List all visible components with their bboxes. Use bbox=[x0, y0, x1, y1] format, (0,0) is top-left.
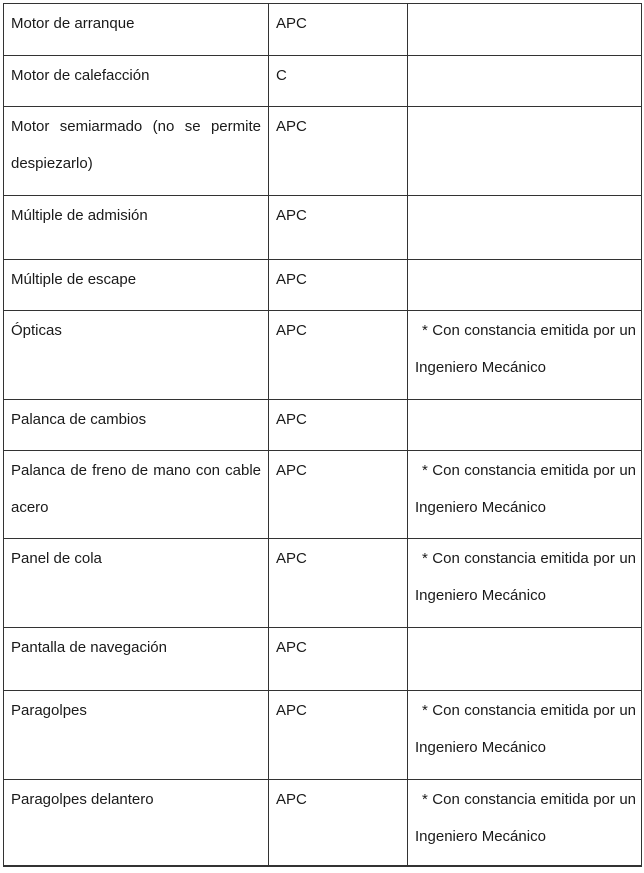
table-row bbox=[4, 539, 642, 628]
code-cell: APC bbox=[269, 260, 408, 311]
code-cell: APC bbox=[269, 691, 408, 780]
code-cell: APC bbox=[269, 400, 408, 451]
table-row bbox=[4, 311, 642, 400]
note-cell bbox=[408, 196, 642, 260]
table-row bbox=[4, 400, 642, 451]
note-cell: * Con constancia emitida por un Ingeniero Mecánico bbox=[408, 539, 642, 628]
code-cell: APC bbox=[269, 628, 408, 691]
part-name-cell: Paragolpes delantero bbox=[4, 780, 269, 866]
note-cell: * Con constancia emitida por un Ingeniero Mecánico bbox=[408, 311, 642, 400]
part-name-cell: Palanca de cambios bbox=[4, 400, 269, 451]
code-cell: APC bbox=[269, 311, 408, 400]
note-cell bbox=[408, 4, 642, 56]
part-name-cell: Pantalla de navegación bbox=[4, 628, 269, 691]
table-row bbox=[4, 260, 642, 311]
part-name-cell: Ópticas bbox=[4, 311, 269, 400]
part-name-cell: Motor de arranque bbox=[4, 4, 269, 56]
note-cell: * Con constancia emitida por un Ingeniero Mecánico bbox=[408, 780, 642, 866]
part-name-cell: Motor semiarmado (no se permite despiezarlo) bbox=[4, 107, 269, 196]
parts-table bbox=[3, 3, 642, 867]
part-name-cell: Motor de calefacción bbox=[4, 56, 269, 107]
note-cell bbox=[408, 260, 642, 311]
code-cell: APC bbox=[269, 196, 408, 260]
table-row bbox=[4, 56, 642, 107]
note-cell bbox=[408, 400, 642, 451]
code-cell: APC bbox=[269, 4, 408, 56]
table-row bbox=[4, 691, 642, 780]
code-cell: APC bbox=[269, 539, 408, 628]
note-cell bbox=[408, 107, 642, 196]
code-cell: APC bbox=[269, 780, 408, 866]
part-name-cell: Palanca de freno de mano con cable acero bbox=[4, 451, 269, 539]
table-row bbox=[4, 780, 642, 866]
note-cell bbox=[408, 628, 642, 691]
table-row bbox=[4, 196, 642, 260]
part-name-cell: Múltiple de escape bbox=[4, 260, 269, 311]
table-row bbox=[4, 451, 642, 539]
table-row bbox=[4, 107, 642, 196]
note-cell bbox=[408, 56, 642, 107]
part-name-cell: Múltiple de admisión bbox=[4, 196, 269, 260]
part-name-cell: Paragolpes bbox=[4, 691, 269, 780]
code-cell: APC bbox=[269, 107, 408, 196]
note-cell: * Con constancia emitida por un Ingeniero Mecánico bbox=[408, 451, 642, 539]
table-row bbox=[4, 628, 642, 691]
note-cell: * Con constancia emitida por un Ingeniero Mecánico bbox=[408, 691, 642, 780]
code-cell: C bbox=[269, 56, 408, 107]
table-row bbox=[4, 4, 642, 56]
code-cell: APC bbox=[269, 451, 408, 539]
part-name-cell: Panel de cola bbox=[4, 539, 269, 628]
